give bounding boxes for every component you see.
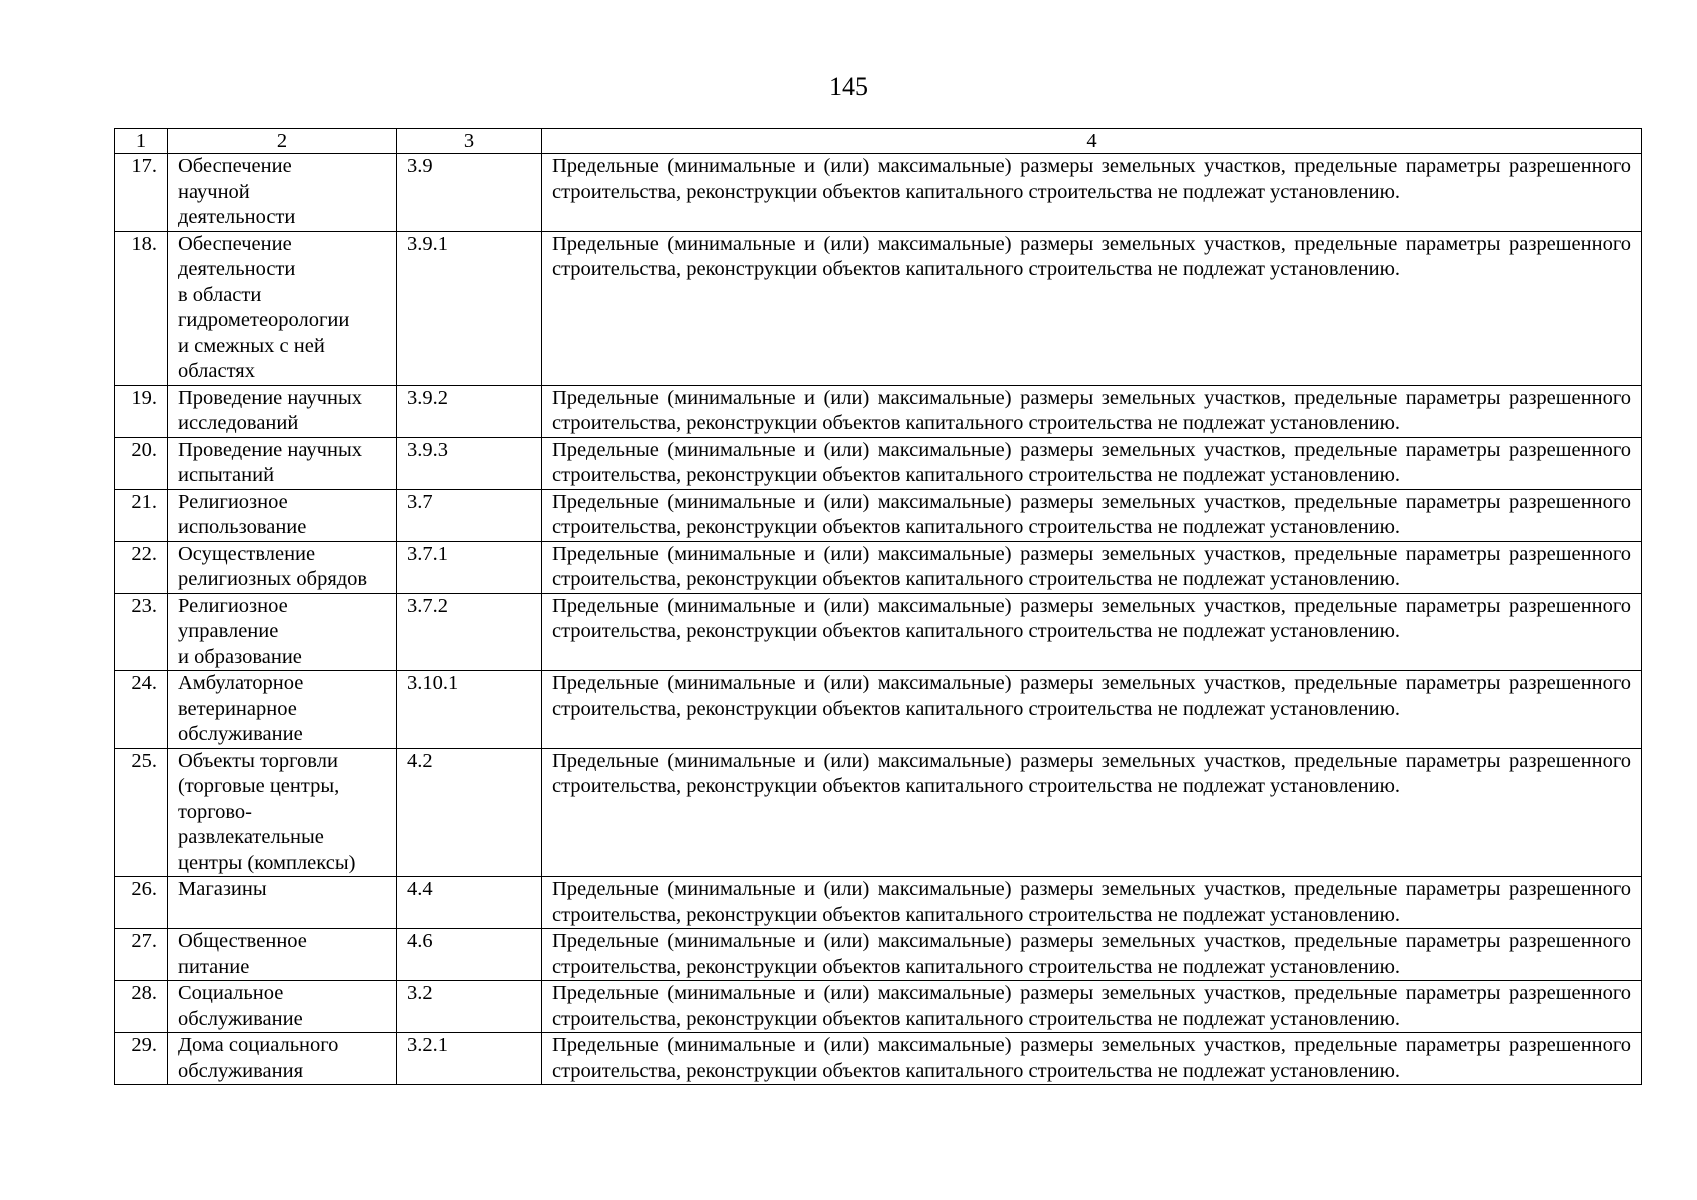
land-use-name-cell [168, 593, 397, 671]
land-use-name-line: Религиозное [178, 594, 288, 617]
land-use-name-line: Общественное [178, 930, 307, 952]
land-use-name-line: в области [178, 283, 262, 306]
parameters-description-cell: Предельные (минимальные и (или) максимальные) размеры земельных участков, предельные параметры разрешенного строительства, реконструкции объектов капитального строительства не подлежат установлению. [542, 1033, 1642, 1085]
row-number-cell: 18. [115, 231, 168, 385]
header-cell-2: 2 [168, 129, 397, 154]
page-number: 145 [829, 72, 868, 101]
row-number-cell: 26. [115, 877, 168, 929]
row-number-cell: 21. [115, 489, 168, 541]
row-number-cell: 25. [115, 748, 168, 877]
land-use-name-cell [168, 385, 397, 437]
land-use-code-cell: 3.7.2 [397, 593, 542, 671]
land-use-name-cell [168, 671, 397, 749]
row-number-cell: 24. [115, 671, 168, 749]
parameters-description-cell: Предельные (минимальные и (или) максимальные) размеры земельных участков, предельные параметры разрешенного строительства, реконструкции объектов капитального строительства не подлежат установлению. [542, 671, 1642, 749]
header-cell-3: 3 [397, 129, 542, 154]
land-use-name-line: Проведение научных [178, 438, 362, 461]
land-use-table [114, 128, 1642, 1085]
land-use-name-line: Магазины [178, 878, 267, 900]
parameters-description-cell: Предельные (минимальные и (или) максимальные) размеры земельных участков, предельные параметры разрешенного строительства, реконструкции объектов капитального строительства не подлежат установлению. [542, 981, 1642, 1033]
land-use-name-line: и образование [178, 645, 302, 668]
land-use-name-line: Проведение научных [178, 386, 362, 409]
land-use-name-line: деятельности [178, 206, 296, 228]
land-use-name-cell [168, 541, 397, 593]
land-use-name-line: торгово- [178, 800, 252, 823]
land-use-name-line: исследований [178, 412, 299, 434]
land-use-name-line: испытаний [178, 464, 275, 486]
parameters-description-cell: Предельные (минимальные и (или) максимальные) размеры земельных участков, предельные параметры разрешенного строительства, реконструкции объектов капитального строительства не подлежат установлению. [542, 877, 1642, 929]
row-number-cell: 23. [115, 593, 168, 671]
land-use-name-cell [168, 877, 397, 929]
parameters-description-cell: Предельные (минимальные и (или) максимальные) размеры земельных участков, предельные параметры разрешенного строительства, реконструкции объектов капитального строительства не подлежат установлению. [542, 489, 1642, 541]
land-use-name-line: использование [178, 516, 307, 538]
land-use-name-line: Социальное [178, 982, 284, 1004]
land-use-code-cell: 3.7.1 [397, 541, 542, 593]
land-use-name-line: Религиозное [178, 490, 288, 513]
land-use-code-cell: 4.6 [397, 929, 542, 981]
table-row [115, 231, 1642, 385]
parameters-description-cell: Предельные (минимальные и (или) максимальные) размеры земельных участков, предельные параметры разрешенного строительства, реконструкции объектов капитального строительства не подлежат установлению. [542, 231, 1642, 385]
land-use-name-cell [168, 489, 397, 541]
land-use-name-cell [168, 1033, 397, 1085]
row-number-cell: 28. [115, 981, 168, 1033]
land-use-name-line: Дома социального [178, 1034, 339, 1056]
row-number-cell: 19. [115, 385, 168, 437]
land-use-name-line: Обеспечение [178, 232, 292, 255]
header-cell-4: 4 [542, 129, 1642, 154]
land-use-name-line: центры (комплексы) [178, 851, 356, 874]
land-use-name-cell [168, 154, 397, 232]
land-use-name-cell [168, 748, 397, 877]
land-use-name-line: Осуществление [178, 542, 316, 565]
land-use-code-cell: 4.4 [397, 877, 542, 929]
table-row [115, 541, 1642, 593]
table-row [115, 877, 1642, 929]
parameters-description-cell: Предельные (минимальные и (или) максимальные) размеры земельных участков, предельные параметры разрешенного строительства, реконструкции объектов капитального строительства не подлежат установлению. [542, 385, 1642, 437]
land-use-name-line: областях [178, 360, 255, 382]
parameters-description-cell: Предельные (минимальные и (или) максимальные) размеры земельных участков, предельные параметры разрешенного строительства, реконструкции объектов капитального строительства не подлежат установлению. [542, 748, 1642, 877]
land-use-name-line: Амбулаторное [178, 672, 304, 694]
table-row [115, 489, 1642, 541]
land-use-name-line: питание [178, 955, 250, 978]
table-header-row [115, 129, 1642, 154]
land-use-code-cell: 3.9 [397, 154, 542, 232]
land-use-name-line: Объекты торговли [178, 749, 338, 772]
land-use-name-line: (торговые центры, [178, 775, 340, 797]
table-row [115, 593, 1642, 671]
table-row [115, 929, 1642, 981]
row-number-cell: 22. [115, 541, 168, 593]
land-use-name-line: управление [178, 620, 279, 642]
table-row [115, 748, 1642, 877]
header-cell-1: 1 [115, 129, 168, 154]
land-use-code-cell: 4.2 [397, 748, 542, 877]
land-use-name-line: обслуживание [178, 723, 303, 745]
parameters-description-cell: Предельные (минимальные и (или) максимальные) размеры земельных участков, предельные параметры разрешенного строительства, реконструкции объектов капитального строительства не подлежат установлению. [542, 593, 1642, 671]
parameters-description-cell: Предельные (минимальные и (или) максимальные) размеры земельных участков, предельные параметры разрешенного строительства, реконструкции объектов капитального строительства не подлежат установлению. [542, 437, 1642, 489]
land-use-name-line: гидрометеорологии [178, 309, 350, 331]
land-use-name-line: научной [178, 180, 250, 203]
land-use-code-cell: 3.7 [397, 489, 542, 541]
parameters-description-cell: Предельные (минимальные и (или) максимальные) размеры земельных участков, предельные параметры разрешенного строительства, реконструкции объектов капитального строительства не подлежат установлению. [542, 541, 1642, 593]
row-number-cell: 27. [115, 929, 168, 981]
parameters-description-cell: Предельные (минимальные и (или) максимальные) размеры земельных участков, предельные параметры разрешенного строительства, реконструкции объектов капитального строительства не подлежат установлению. [542, 154, 1642, 232]
land-use-code-cell: 3.10.1 [397, 671, 542, 749]
land-use-name-line: обслуживание [178, 1007, 303, 1030]
land-use-name-line: ветеринарное [178, 697, 297, 720]
table-row [115, 154, 1642, 232]
land-use-name-line: Обеспечение [178, 155, 292, 177]
land-use-name-line: и смежных с ней [178, 334, 325, 357]
land-use-code-cell: 3.2.1 [397, 1033, 542, 1085]
row-number-cell: 17. [115, 154, 168, 232]
table-row [115, 1033, 1642, 1085]
land-use-name-cell [168, 437, 397, 489]
land-use-name-cell [168, 929, 397, 981]
table-row [115, 437, 1642, 489]
land-use-name-cell [168, 231, 397, 385]
land-use-name-line: деятельности [178, 258, 296, 280]
land-use-code-cell: 3.2 [397, 981, 542, 1033]
land-use-name-line: религиозных обрядов [178, 568, 368, 590]
parameters-description-cell: Предельные (минимальные и (или) максимальные) размеры земельных участков, предельные параметры разрешенного строительства, реконструкции объектов капитального строительства не подлежат установлению. [542, 929, 1642, 981]
land-use-name-line: обслуживания [178, 1059, 304, 1082]
land-use-name-line: развлекательные [178, 826, 324, 848]
land-use-code-cell: 3.9.2 [397, 385, 542, 437]
land-use-code-cell: 3.9.3 [397, 437, 542, 489]
table-row [115, 671, 1642, 749]
row-number-cell: 20. [115, 437, 168, 489]
land-use-code-cell: 3.9.1 [397, 231, 542, 385]
table-row [115, 385, 1642, 437]
row-number-cell: 29. [115, 1033, 168, 1085]
land-use-name-cell [168, 981, 397, 1033]
table-row [115, 981, 1642, 1033]
